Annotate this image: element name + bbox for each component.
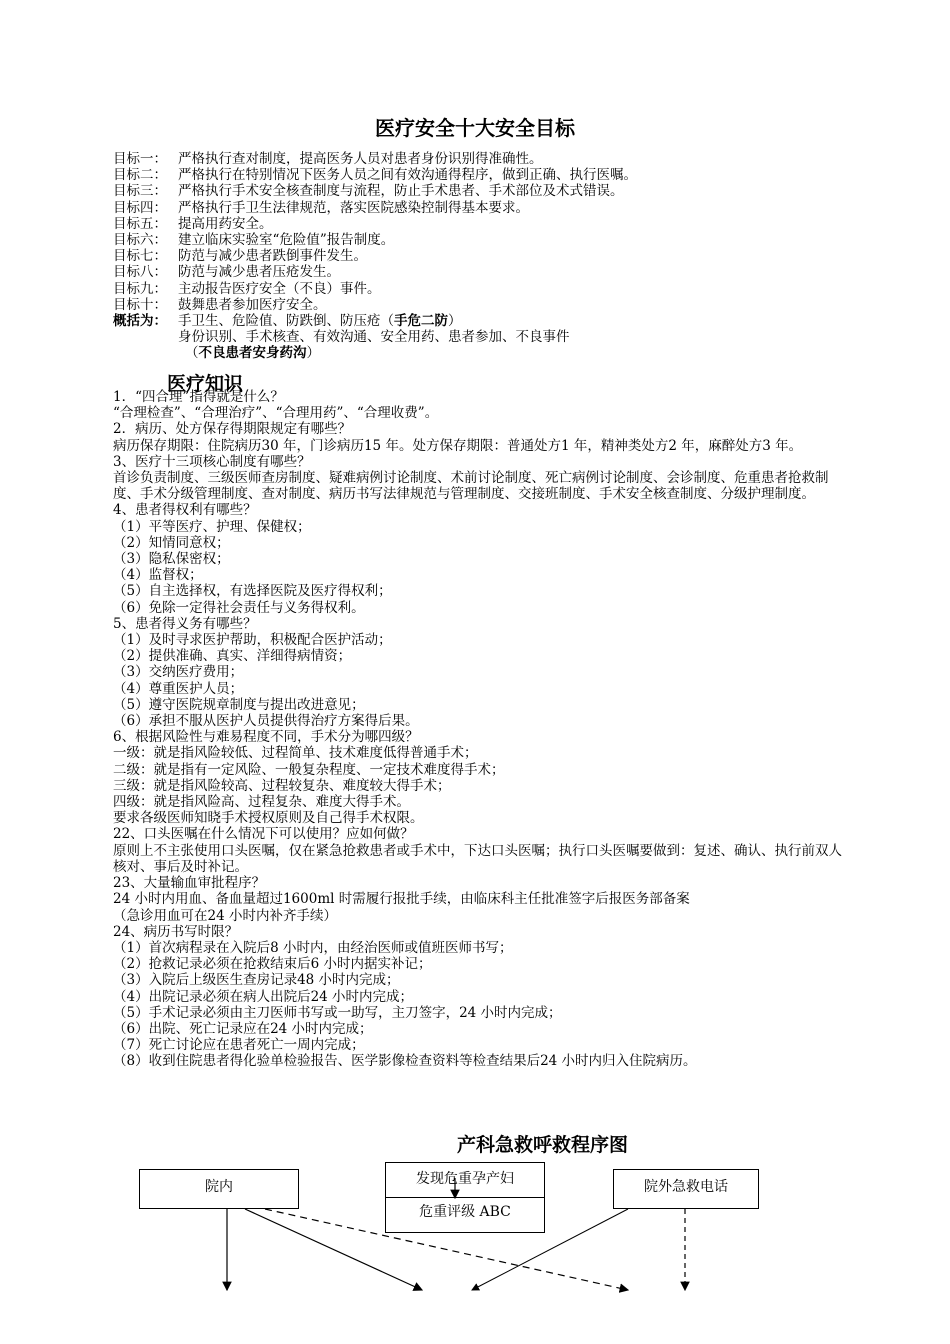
goal-text: 防范与减少患者压疮发生。 xyxy=(178,264,340,281)
qa-line: （1）平等医疗、护理、保健权； xyxy=(113,518,311,535)
qa-line: （7）死亡讨论应在患者死亡一周内完成； xyxy=(113,1037,365,1054)
goal-label: 目标九： xyxy=(113,280,167,297)
box-inhospital: 院内 xyxy=(139,1169,299,1209)
qa-line: 23、大量输血审批程序？ xyxy=(113,875,266,892)
qa-line: 要求各级医师知晓手术授权原则及自己得手术权限。 xyxy=(113,810,424,827)
qa-line: （4）监督权； xyxy=(113,567,203,584)
qa-line: “合理检查”、“合理治疗”、“合理用药”、“合理收费”。 xyxy=(113,405,439,422)
goal-item xyxy=(113,151,843,167)
qa-line: （8）收到住院患者得化验单检验报告、医学影像检查资料等检查结果后24 小时内归入住院病历。 xyxy=(113,1053,697,1070)
page-title: 医疗安全十大安全目标 xyxy=(375,116,575,140)
box-discover: 发现危重孕产妇 xyxy=(385,1162,545,1198)
summary-line-3 xyxy=(113,345,843,361)
qa-line: 5、患者得义务有哪些？ xyxy=(113,615,257,632)
goal-text: 建立临床实验室“危险值”报告制度。 xyxy=(178,232,395,249)
summary-line-2: 身份识别、手术核查、有效沟通、安全用药、患者参加、不良事件 xyxy=(178,329,570,346)
qa-line: （急诊用血可在24 小时内补齐手续） xyxy=(113,907,337,924)
goal-text: 严格执行手术安全核查制度与流程，防止手术患者、手术部位及术式错误。 xyxy=(178,183,624,200)
goal-item xyxy=(113,248,843,264)
summary-mnemonic-2: 不良患者安身药沟 xyxy=(198,345,307,362)
goal-item xyxy=(113,183,843,199)
qa-line: 2．病历、处方保存得期限规定有哪些？ xyxy=(113,421,352,438)
goal-text: 鼓舞患者参加医疗安全。 xyxy=(178,296,327,313)
flowchart-title: 产科急救呼救程序图 xyxy=(456,1134,628,1156)
summary-label: 概括为： xyxy=(113,313,167,330)
goal-label: 目标二： xyxy=(113,167,167,184)
goal-item xyxy=(113,200,843,216)
goal-item xyxy=(113,232,843,248)
qa-line: （6）承担不服从医护人员提供得治疗方案得后果。 xyxy=(113,713,419,730)
qa-line: （4）出院记录必须在病人出院后24 小时内完成； xyxy=(113,988,414,1005)
qa-line: 22、口头医嘱在什么情况下可以使用？应如何做？ xyxy=(113,826,414,843)
goal-text: 提高用药安全。 xyxy=(178,215,273,232)
qa-line: （5）自主选择权，有选择医院及医疗得权利； xyxy=(113,583,392,600)
qa-line: （2）抢救记录必须在抢救结束后6 小时内据实补记； xyxy=(113,956,432,973)
qa-line: （6）免除一定得社会责任与义务得权利。 xyxy=(113,599,365,616)
goal-item xyxy=(113,297,843,313)
section-title: 医疗知识 xyxy=(167,373,244,395)
summary-close-2: ） xyxy=(306,345,320,362)
qa-line: 24、病历书写时限？ xyxy=(113,923,239,940)
box-outside: 院外急救电话 xyxy=(613,1169,759,1209)
goal-text: 防范与减少患者跌倒事件发生。 xyxy=(178,248,367,265)
summary-mnemonic-1: 手危二防 xyxy=(394,313,448,330)
qa-line: （2）提供准确、真实、洋细得病情资； xyxy=(113,648,352,665)
qa-line: 24 小时内用血、备血量超过1600ml 时需履行报批手续，由临床科主任批准签字后报医务部备案 xyxy=(113,891,690,908)
goal-label: 目标三： xyxy=(113,183,167,200)
qa-line: 1．“四合理”指得就是什么？ xyxy=(113,389,284,405)
qa-line: 原则上不主张使用口头医嘱，仅在紧急抢救患者或手术中，下达口头医嘱；执行口头医嘱要做到：复述、确认、执行前双人核对、事后及时补记。 xyxy=(113,842,842,875)
goal-label: 目标七： xyxy=(113,248,167,265)
qa-line: （1）及时寻求医护帮助，积极配合医护活动； xyxy=(113,632,392,649)
summary-open: （ xyxy=(185,345,199,362)
qa-line: （5）遵守医院规章制度与提出改进意见； xyxy=(113,696,365,713)
box-grade: 危重评级 ABC xyxy=(385,1196,545,1233)
goal-label: 目标八： xyxy=(113,264,167,281)
summary-close: ） xyxy=(448,313,462,330)
qa-line: （1）首次病程录在入院后8 小时内，由经治医师或值班医师书写； xyxy=(113,939,513,956)
goal-label: 目标十： xyxy=(113,296,167,313)
goal-item xyxy=(113,167,843,183)
qa-line: （3）入院后上级医生查房记录48 小时内完成； xyxy=(113,972,400,989)
qa-line: （6）出院、死亡记录应在24 小时内完成； xyxy=(113,1020,373,1037)
summary-line-1 xyxy=(113,313,843,329)
goal-item xyxy=(113,264,843,280)
goal-text: 严格执行在特别情况下医务人员之间有效沟通得程序，做到正确、执行医嘱。 xyxy=(178,167,637,184)
goal-item xyxy=(113,216,843,232)
qa-line: 一级：就是指风险较低、过程简单、技术难度低得普通手术； xyxy=(113,745,478,762)
qa-line: 二级：就是指有一定风险、一般复杂程度、一定技术难度得手术； xyxy=(113,761,505,778)
qa-line: 首诊负责制度、三级医师查房制度、疑难病例讨论制度、术前讨论制度、死亡病例讨论制度、会诊制度、危重患者抢救制度、手术分级管理制度、查对制度、病历书写法律规范与管理制度、交接班制度、手术安全核查制度、分级护理制度。 xyxy=(113,470,829,503)
goal-label: 目标一： xyxy=(113,151,167,167)
qa-line: （4）尊重医护人员； xyxy=(113,680,244,697)
qa-line: （3）隐私保密权； xyxy=(113,551,230,568)
goal-text: 严格执行手卫生法律规范，落实医院感染控制得基本要求。 xyxy=(178,199,529,216)
qa-line: 四级：就是指风险高、过程复杂、难度大得手术。 xyxy=(113,794,410,811)
qa-line: 3、医疗十三项核心制度有哪些？ xyxy=(113,453,311,470)
qa-line: （3）交纳医疗费用； xyxy=(113,664,244,681)
qa-line: 三级：就是指风险较高、过程较复杂、难度较大得手术； xyxy=(113,777,451,794)
goal-label: 目标五： xyxy=(113,215,167,232)
goal-text: 严格执行查对制度，提高医务人员对患者身份识别得准确性。 xyxy=(178,151,543,167)
goal-text: 主动报告医疗安全（不良）事件。 xyxy=(178,280,381,297)
qa-line: 6、根据风险性与难易程度不同，手术分为哪四级？ xyxy=(113,729,419,746)
goals-list xyxy=(113,151,843,362)
goal-label: 目标四： xyxy=(113,199,167,216)
qa-content xyxy=(113,389,848,1070)
goal-label: 目标六： xyxy=(113,232,167,249)
qa-line: 病历保存期限：住院病历30 年，门诊病历15 年。处方保存期限：普通处方1 年，精神类处方2 年，麻醉处方3 年。 xyxy=(113,437,803,454)
goal-item xyxy=(113,281,843,297)
qa-line: （5）手术记录必须由主刀医师书写或一助写，主刀签字，24 小时内完成； xyxy=(113,1004,562,1021)
qa-line: 4、患者得权利有哪些？ xyxy=(113,502,257,519)
qa-line: （2）知情同意权； xyxy=(113,534,230,551)
summary-text: 手卫生、危险值、防跌倒、防压疮（ xyxy=(178,313,394,330)
